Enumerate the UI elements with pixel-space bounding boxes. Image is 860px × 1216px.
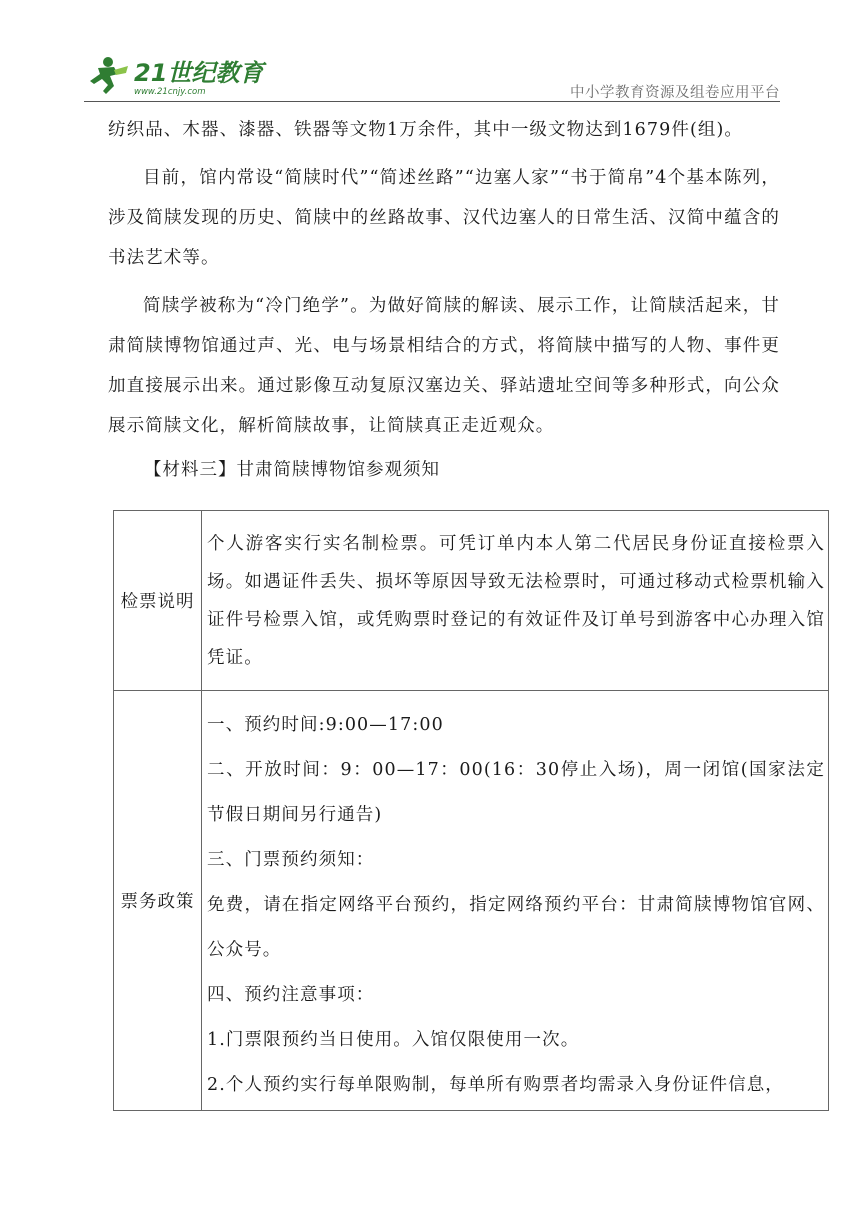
row-line: 免费，请在指定网络平台预约，指定网络预约平台：甘肃简牍博物馆官网、公众号。: [207, 895, 825, 960]
row-line: 三、门票预约须知：: [207, 850, 375, 870]
row-line: 四、预约注意事项：: [207, 985, 375, 1005]
row-line: 1.门票限预约当日使用。入馆仅限使用一次。: [207, 1030, 580, 1050]
table-row: [114, 511, 829, 691]
header-divider: [84, 101, 780, 102]
row-line: 二、开放时间：9：00—17：00(16：30停止入场)，周一闭馆(国家法定节假日期间另行通告): [207, 760, 825, 825]
paragraph-1: 纺织品、木器、漆器、铁器等文物1万余件，其中一级文物达到1679件(组)。: [108, 120, 744, 140]
running-figure-logo-icon: [84, 54, 284, 98]
row-line: 2.个人预约实行每单限购制，每单所有购票者均需录入身份证件信息，: [207, 1075, 784, 1095]
page-header: [84, 50, 780, 102]
table-row: [114, 691, 829, 1111]
row-content: [202, 691, 829, 1111]
platform-name: 中小学教育资源及组卷应用平台: [570, 85, 780, 101]
row-category: 票务政策: [114, 691, 202, 1111]
visitor-notice-table: [113, 510, 829, 1111]
paragraph-3: 简牍学被称为“冷门绝学”。为做好简牍的解读、展示工作，让简牍活起来，甘肃简牍博物馆通过声、光、电与场景相结合的方式，将简牍中描写的人物、事件更加直接展示出来。通过影像互动复原汉塞边关、驿站遗址空间等多种形式，向公众展示简牍文化，解析简牍故事，让简牍真正走近观众。: [108, 296, 780, 436]
site-logo: [84, 54, 284, 98]
row-text: 个人游客实行实名制检票。可凭订单内本人第二代居民身份证直接检票入场。如遇证件丢失、损坏等原因导致无法检票时，可通过移动式检票机输入证件号检票入馆，或凭购票时登记的有效证件及订单号到游客中心办理入馆凭证。: [207, 533, 825, 668]
article-body: [108, 104, 780, 490]
row-line: 一、预约时间:9:00—17:00: [207, 715, 444, 735]
row-category: 检票说明: [114, 511, 202, 691]
material-title: 【材料三】甘肃简牍博物馆参观须知: [144, 460, 440, 480]
row-content: [202, 511, 829, 691]
paragraph-2: 目前，馆内常设“简牍时代”“简述丝路”“边塞人家”“书于简帛”4个基本陈列，涉及简牍发现的历史、简牍中的丝路故事、汉代边塞人的日常生活、汉简中蕴含的书法艺术等。: [108, 168, 780, 268]
logo-url: www.21cnjy.com: [134, 87, 206, 97]
logo-wordmark: 21世纪教育: [134, 59, 264, 87]
